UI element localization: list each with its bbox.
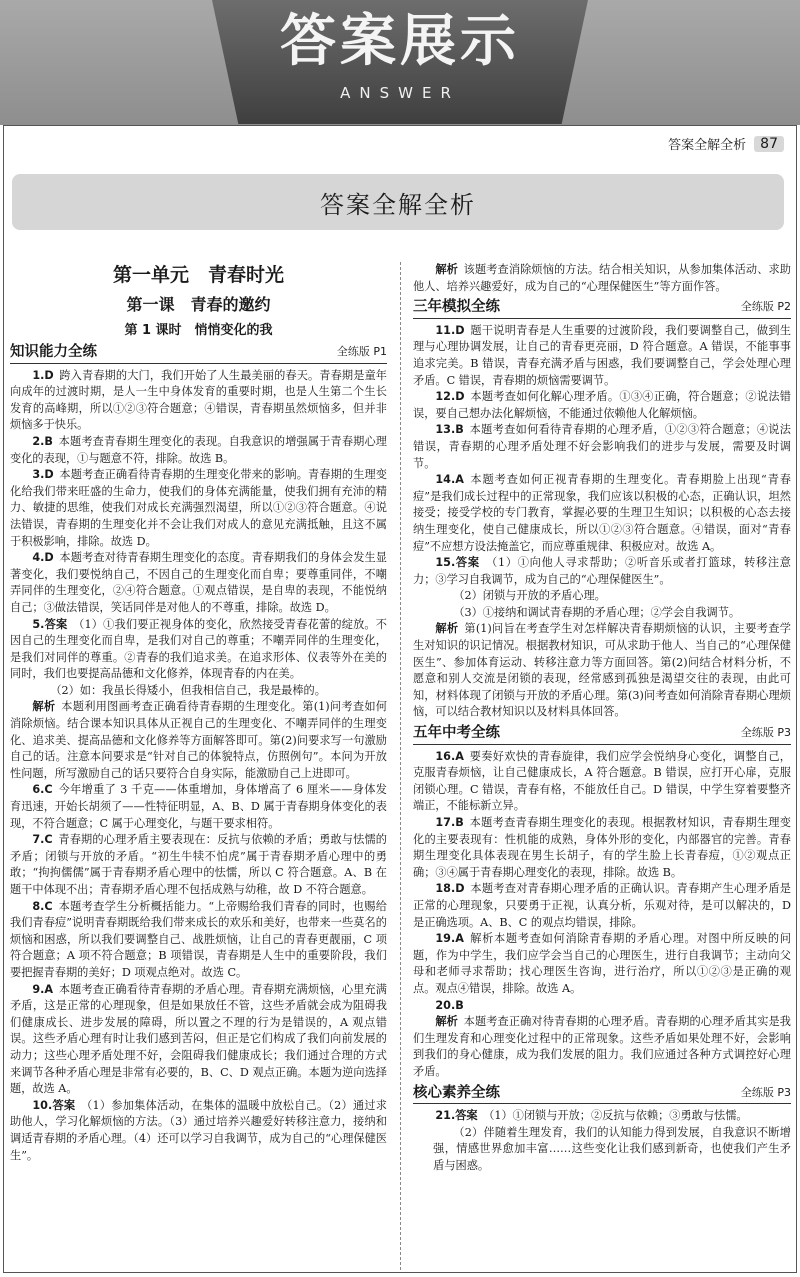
answer-text: （1）参加集体活动，在集体的温暖中放松自己。（2）通过求助他人，学习化解烦恼的方法。（3）通过培养兴趣爱好转移注意力，接纳和调适青春期的矛盾心理。（4）还可以学习自我调节，成为自己的“心理保健医生”。 (10, 1098, 387, 1162)
answer-item (413, 998, 791, 1015)
answer-subitem: （2）如：我虽长得矮小，但我相信自己，我是最棒的。 (50, 683, 326, 697)
answer-text: 本题考查对待青春期生理变化的态度。青春期我们的身体会发生显著变化，我们要悦纳自己，不因自己的生理变化而自卑；要尊重同伴，不嘲弄同伴的生理变化，②④符合题意。①观点错误，是自卑的表现，不能悦纳自己；③做法错误，笑话同伴是对他人的不尊重，排除。故选 D。 (10, 551, 387, 614)
answer-list (10, 368, 387, 1165)
answer-text: 本题考查如何正视青春期的生理变化。青春期脸上出现“青春痘”是我们成长过程中的正常现象，我们应该以积极的心态，正确认识，坦然接受；接受学校的专门教育，掌握必要的生理卫生知识；以积极的心态去接纳生理变化，使自己健康成长，所以①②③符合题意。④错误，面对“青春痘”不应想方设法掩盖它，而应尊重规律、积极应对。故选 A。 (413, 473, 791, 553)
left-column (10, 262, 387, 1164)
section-header (10, 344, 387, 364)
answer-subitem: （2）伴随着生理发育，我们的认知能力得到发展，自我意识不断增强，情感世界愈加丰富……这些变化让我们感到新奇，也使我们产生矛盾与困惑。 (433, 1125, 791, 1172)
answer-item (10, 982, 387, 1098)
answer-text: 本题利用图画考查正确看待青春期的生理变化。第(1)问考查如何消除烦恼。结合课本知识具体从正视自己的生理变化、不嘲弄同伴的生理变化、追求美、提高品德和文化修养等方面解答即可。第(2)问要求写一句激励自己的话。注意本问要求是“针对自己的体貌特点，仿照例句”。本问为开放性问题，所写激励自己的话只要符合自身实际，能激励自己上进即可。 (10, 700, 387, 780)
answer-item (413, 389, 791, 422)
answer-text: 本题考查正确对待青春期的心理矛盾。青春期的心理矛盾其实是我们生理发育和心理变化过程中的正常现象。这些矛盾如果处理不好，会影响到我们的身心健康，成为我们发展的阻力。我们应通过各种方式调控好心理矛盾。 (413, 1015, 791, 1078)
answer-text: 本题考查青春期生理变化的表现。根据教材知识，青春期生理变化的主要表现有：性机能的成熟，身体外形的变化，内部器官的完善。青春期生理变化具体表现在男生长胡子，有的学生脸上长青春痘，①②观点正确；③④属于青春期心理变化的表现，排除。故选 B。 (413, 816, 791, 879)
answer-item (10, 434, 387, 467)
section-title: 知识能力全练 (10, 344, 97, 360)
answer-number: 7.C (32, 833, 53, 847)
answer-list (413, 323, 791, 721)
answer-item (10, 699, 387, 782)
answer-item (413, 1014, 791, 1080)
answer-text: 本题考查正确看待青春期的生理变化带来的影响。青春期的生理变化给我们带来旺盛的生命力，使我们的身体充满能量，使我们拥有充沛的精力、敏捷的思维，使我们对成长充满强烈渴望，所以①②③符合题意。④说法错误，青春期的生理变化并不会让我们对成人的意见充满抵触，且这不属于积极影响，排除。故选 D。 (10, 468, 387, 548)
answer-number: 解析 (435, 622, 459, 636)
answer-text: 跨入青春期的大门，我们开始了人生最美丽的春天。青春期是童年向成年的过渡时期，是人一生中身体发育的重要时期，也是人生第二个生长发育的高峰期，所以①②③符合题意；④错误，青春期虽然烦恼多，但并非烦恼多于快乐。 (10, 368, 387, 432)
answer-text: 该题考查消除烦恼的方法。结合相关知识，从参加集体活动、求助他人、培养兴趣爱好，成为自己的“心理保健医生”等方面作答。 (413, 263, 791, 293)
answer-text: 第(1)问旨在考查学生对怎样解决青春期烦恼的认识，主要考查学生对知识的识记情况。根据教材知识，可从求助于他人、当自己的“心理保健医生”、参加体育运动、转移注意力等方面回答。第(2)问结合材料分析，不愿意和别人交流是闭锁的表现，经常感到孤独是渴望交往的表现，由此可知，材料体现了闭锁与开放的矛盾心理。第(3)问考查如何消除青春期心理烦恼，可以结合教材知识以及材料具体回答。 (413, 622, 791, 719)
answer-item (413, 749, 791, 815)
answer-text: 要奏好欢快的青春旋律，我们应学会悦纳身心变化，调整自己，克服青春烦恼，让自己健康成长，A 符合题意。B 错误，应打开心扉，克服闭锁心理。C 错误，青春有格，不能放任自己。D 错误，中学生穿着要整齐端正，不能标新立异。 (413, 749, 791, 813)
answer-number: 12.D (435, 390, 465, 404)
answer-number: 2.B (32, 434, 53, 448)
answer-item (413, 555, 791, 588)
answer-number: 14.A (435, 473, 464, 487)
answer-subitem: （3）①接纳和调试青春期的矛盾心理；②学会自我调节。 (453, 605, 741, 619)
answer-text: 青春期的心理矛盾主要表现在：反抗与依赖的矛盾；勇敢与怯懦的矛盾；闭锁与开放的矛盾。“初生牛犊不怕虎”属于青春期矛盾心理中的勇敢；“拘拘儒儒”属于青春期矛盾心理中的怯懦，所以 C 符合题意。A、B 在题干中体现不出；青春期矛盾心理不包括成熟与幼稚，故 D 不符合题意。 (10, 833, 387, 896)
answer-number: 1.D (32, 368, 54, 382)
answer-text: 本题考查如何看待青春期的心理矛盾，①②③符合题意；④说法错误，青春期的心理矛盾处理不好会影响我们的进步与发展，需要及时调节。 (413, 423, 791, 470)
answer-item (10, 550, 387, 616)
answer-item (10, 899, 387, 982)
answer-number: 解析 (435, 1015, 458, 1029)
answer-number: 13.B (435, 423, 464, 437)
answer-number: 16.A (435, 749, 464, 763)
answer-item (10, 1098, 387, 1164)
answer-number: 19.A (435, 932, 464, 946)
answer-item (10, 467, 387, 550)
answer-text: （1）①我们要正视身体的变化，欣然接受青春花蕾的绽放。不因自己的生理变化而自卑，是我们对自己的尊重；不嘲弄同伴的生理变化，是我们对同伴的尊重。②青春的我们追求美。在追求形体、仪表等外在美的同时，我们也要提高品德和文化修养，体现青春的内在美。 (10, 617, 387, 681)
answer-number: 17.B (435, 816, 464, 829)
answer-text: （1）①向他人寻求帮助；②听音乐或者打篮球，转移注意力；③学习自我调节，成为自己的“心理保健医生”。 (413, 556, 791, 586)
header-subtitle: ANSWER (340, 84, 460, 102)
answer-number: 解析 (435, 263, 458, 276)
answer-number: 15.答案 (435, 556, 480, 570)
period-title: 第 1 课时 悄悄变化的我 (124, 323, 273, 338)
answer-item (413, 621, 791, 721)
page-number: 87 (754, 136, 784, 152)
header-title: 答案展示 (280, 9, 520, 74)
answer-list (413, 262, 791, 295)
section-title: 核心素养全练 (413, 1084, 500, 1101)
answer-number: 9.A (32, 982, 54, 996)
answer-number: 5.答案 (32, 617, 68, 631)
answer-number: 11.D (435, 323, 465, 337)
right-column (413, 262, 791, 1174)
answer-item (10, 617, 387, 683)
answer-number: 10.答案 (32, 1098, 76, 1112)
answer-text: 本题考查对青春期心理矛盾的正确认识。青春期产生心理矛盾是正常的心理现象，只要勇于正视，认真分析，乐观对待，是可以解决的，D 是正确选项。A、B、C 的观点均错误，排除。 (413, 882, 791, 929)
answer-subitem: （2）闭锁与开放的矛盾心理。 (453, 589, 606, 603)
answer-item (413, 472, 791, 555)
answer-text: 解析本题考查如何消除青春期的矛盾心理。对图中所反映的问题，作为中学生，我们应学会当自己的心理医生，进行自我调节；主动向父母和老师寻求帮助；找心理医生咨询，进行治疗，所以①②③是正确的观点。观点④错误，排除。故选 A。 (413, 932, 791, 995)
answer-item (413, 931, 791, 997)
answer-number: 6.C (32, 783, 53, 797)
answer-number: 18.D (435, 882, 465, 896)
section-version: 全练版 P2 (740, 300, 791, 314)
answer-item (10, 832, 387, 898)
answer-item (413, 422, 791, 472)
section-header (413, 1085, 791, 1105)
answer-list (413, 749, 791, 1081)
answer-item (413, 881, 791, 931)
section-header (413, 299, 791, 319)
answer-item (413, 815, 791, 881)
section-version: 全练版 P3 (740, 726, 791, 740)
section-version: 全练版 P3 (740, 1085, 791, 1099)
page-header (668, 134, 784, 153)
answer-text: 本题考查青春期生理变化的表现。自我意识的增强属于青春期心理变化的表现，①与题意不符，排除。故选 B。 (10, 434, 387, 465)
section-version: 全练版 P1 (336, 345, 387, 358)
answer-item (10, 782, 387, 832)
answer-list (413, 1108, 791, 1174)
page-label: 答案全解全析 (668, 138, 747, 153)
answer-text: 今年增重了 3 千克——体重增加，身体增高了 6 厘米——身体发育迅速，开始长胡须了——性特征明显，A、B、D 属于青春期身体变化的表现，不符合题意；C 属于心理变化，与题干要求相符。 (10, 783, 387, 830)
section-header (413, 725, 791, 745)
answer-item (413, 262, 791, 295)
unit-title: 第一单元 青春时光 (112, 264, 284, 286)
answer-text: 本题考查如何化解心理矛盾。①③④正确，符合题意；②说法错误，要自己想办法化解烦恼，不能通过依赖他人化解烦恼。 (413, 390, 791, 420)
answer-text: 本题考查学生分析概括能力。“上帝赐给我们青春的同时，也赐给我们青春痘”说明青春期既给我们带来成长的欢乐和美好，也带来一些莫名的烦恼和困惑，所以我们要调整自己、战胜烦恼，让自己的青春更靓丽，C 项符合题意；A 项不符合题意；B 项错误，青春期是人生中的重要阶段，我们要把握青春期的美好；D 项观点绝对。故选 C。 (10, 899, 387, 979)
answer-number: 20.B (435, 998, 464, 1012)
answer-number: 21.答案 (435, 1109, 478, 1123)
answer-number: 解析 (32, 700, 56, 714)
column-divider (400, 262, 401, 1270)
answer-text: 本题考查正确看待青春期的矛盾心理。青春期充满烦恼，心里充满矛盾，这是正常的心理现象，但是如果放任不管，这些矛盾就会成为阻碍我们健康成长、进步发展的障碍，所以置之不理的行为是错误的，A 观点错误。这些矛盾心理有时让我们感到苦闷，但正是它们构成了我们向前发展的动力；这些心理矛盾处理不好，会阻碍我们健康成长；我们通过合理的方式来调节各种矛盾心理是非常有必要的，B、C、D 观点正确。本题为逆向选择题，故选 A。 (10, 982, 387, 1096)
lesson-title: 第一课 青春的邀约 (126, 295, 271, 314)
answer-number: 4.D (32, 551, 54, 565)
answer-item (413, 1108, 791, 1125)
main-title: 答案全解全析 (12, 174, 784, 230)
answer-item (10, 368, 387, 434)
answer-number: 8.C (32, 899, 53, 913)
answer-number: 3.D (32, 468, 54, 482)
answer-text: 题干说明青春是人生重要的过渡阶段，我们要调整自己，做到生理与心理协调发展，让自己的青春更亮丽，D 符合题意。A 错误，不能事事追求完美。B 错误，青春充满矛盾与困惑，我们要调整自己，学会处理心理矛盾。C 错误，青春期的烦恼需要调节。 (413, 323, 791, 387)
answer-text: （1）①闭锁与开放；②反抗与依赖；③勇敢与怯懦。 (483, 1109, 748, 1123)
section-title: 五年中考全练 (413, 725, 500, 742)
section-title: 三年模拟全练 (413, 299, 500, 316)
answer-item (413, 323, 791, 389)
